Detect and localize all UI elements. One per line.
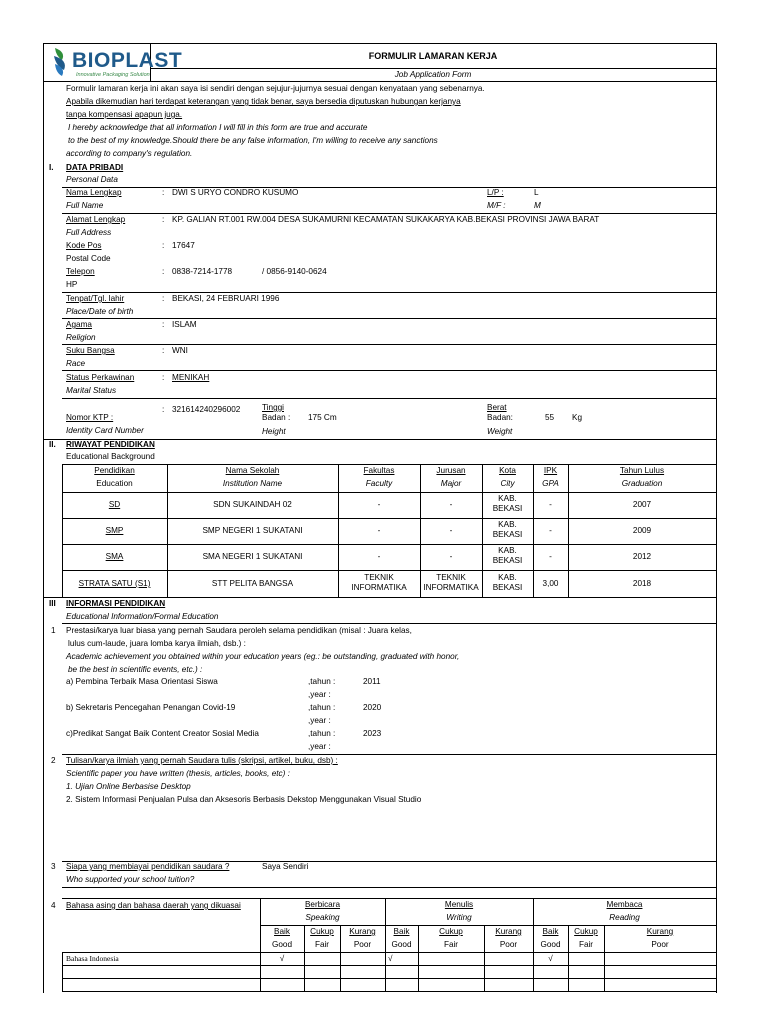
q3-answer: Saya Sendiri xyxy=(262,862,309,871)
reading-header: Membaca xyxy=(606,900,643,909)
col-header-faculty: Fakultas xyxy=(363,466,395,475)
question-number: 4 xyxy=(51,901,56,910)
achievement-year: 2011 xyxy=(363,677,381,686)
race-sublabel: Race xyxy=(66,359,86,368)
q4-line: Bahasa asing dan bahasa daerah yang dikuasai xyxy=(66,901,241,910)
good-header-en: Good xyxy=(391,940,412,949)
poor-header: Kurang xyxy=(349,927,376,936)
col-header-faculty-en: Faculty xyxy=(365,479,393,488)
achievement-year-label: ,tahun : xyxy=(308,677,336,686)
row-line xyxy=(62,292,716,293)
name-sublabel: Full Name xyxy=(66,201,104,210)
good-header: Baik xyxy=(393,927,410,936)
col-header-major-en: Major xyxy=(440,479,462,488)
marital-sublabel: Marital Status xyxy=(66,386,117,395)
birth-sublabel: Place/Date of birth xyxy=(66,307,134,316)
postal-sublabel: Postal Code xyxy=(66,254,111,263)
header-bottom xyxy=(43,81,717,82)
edu-faculty: TEKNIK xyxy=(364,573,394,582)
colon: : xyxy=(162,320,165,329)
intro-line: to the best of my knowledge.Should there be any false information, I'm willing to receive any sanctions xyxy=(68,136,438,145)
achievement-item: a) Pembina Terbaik Masa Orientasi Siswa xyxy=(66,677,218,686)
fair-header-en: Fair xyxy=(578,940,594,949)
col-header-school: Nama Sekolah xyxy=(225,466,280,475)
edu-faculty: - xyxy=(377,526,381,535)
edu-school: SMP NEGERI 1 SUKATANI xyxy=(202,526,303,535)
edu-faculty: - xyxy=(377,500,381,509)
fair-header-en: Fair xyxy=(443,940,459,949)
edu-gpa: - xyxy=(549,500,552,509)
lang-col xyxy=(62,952,63,991)
height-value: 175 Cm xyxy=(308,413,337,422)
marital-value: MENIKAH xyxy=(172,373,210,382)
lang-line xyxy=(62,991,716,992)
writing-good-check: √ xyxy=(388,954,393,963)
section-subtitle: Personal Data xyxy=(66,175,118,184)
edu-level: STRATA SATU (S1) xyxy=(78,579,151,588)
ktp-value: 321614240296002 xyxy=(172,405,241,414)
edu-level: SD xyxy=(108,500,121,509)
intro-line: I hereby acknowledge that all information I will fill in this form are true and accurate xyxy=(68,123,368,132)
outer-border-top xyxy=(43,43,717,44)
colon: : xyxy=(162,267,165,276)
fair-header: Cukup xyxy=(310,927,334,936)
religion-value: ISLAM xyxy=(172,320,197,329)
religion-label: Agama xyxy=(66,320,92,329)
achievement-year-label-en: ,year : xyxy=(308,716,331,725)
form-title: FORMULIR LAMARAN KERJA xyxy=(368,51,498,61)
paper-item: 1. Ujian Online Berbasise Desktop xyxy=(66,782,191,791)
birth-label: Tenpat/Tgl. lahir xyxy=(66,294,125,303)
q1-line: Prestasi/karya luar biasa yang pernah Saudara peroleh selama pendidikan (misal : Juara kelas, xyxy=(66,626,412,635)
row-line xyxy=(62,370,716,371)
edu-year: 2012 xyxy=(632,552,652,561)
edu-gpa: - xyxy=(549,526,552,535)
outer-border-left xyxy=(43,43,44,993)
ktp-sublabel: Identity Card Number xyxy=(66,426,144,435)
lang-line xyxy=(260,925,716,926)
poor-header: Kurang xyxy=(646,927,674,936)
achievement-year-label: ,tahun : xyxy=(308,729,336,738)
religion-sublabel: Religion xyxy=(66,333,96,342)
edu-major: INFORMATIKA xyxy=(423,583,479,592)
achievement-item: b) Sekretaris Pencegahan Penangan Covid-19 xyxy=(66,703,236,712)
edu-gpa: 3,00 xyxy=(542,579,559,588)
address-label: Alamat Lengkap xyxy=(66,215,126,224)
edu-major: TEKNIK xyxy=(436,573,466,582)
language-name: Bahasa Indonesia xyxy=(66,954,119,963)
weight-label-1: Berat xyxy=(487,403,507,412)
achievement-year: 2023 xyxy=(363,729,382,738)
edu-table-line xyxy=(62,492,716,493)
header-line xyxy=(150,68,716,69)
marital-label: Status Perkawinan xyxy=(66,373,135,382)
q3-line: Who supported your school tuition? xyxy=(66,875,195,884)
postal-label: Kode Pos xyxy=(66,241,102,250)
row-line xyxy=(62,318,716,319)
col-header-school-en: Institution Name xyxy=(222,479,283,488)
q3-line: Siapa yang membiayai pendidikan saudara ? xyxy=(66,862,230,871)
col-header-city: Kota xyxy=(499,466,516,475)
row-line xyxy=(62,623,716,624)
row-line xyxy=(62,398,716,399)
edu-major: - xyxy=(449,526,453,535)
edu-year: 2009 xyxy=(632,526,652,535)
edu-year: 2007 xyxy=(632,500,652,509)
section-title: INFORMASI PENDIDIKAN xyxy=(66,599,166,608)
good-header: Baik xyxy=(274,927,290,936)
edu-school: SDN SUKAINDAH 02 xyxy=(213,500,292,509)
colon: : xyxy=(162,241,165,250)
lang-line xyxy=(62,965,716,966)
edu-city: BEKASI xyxy=(492,530,523,539)
row-line xyxy=(62,187,716,188)
edu-level: SMP xyxy=(105,526,124,535)
question-number: 3 xyxy=(51,862,56,871)
colon: : xyxy=(162,215,165,224)
edu-faculty: INFORMATIKA xyxy=(351,583,407,592)
edu-gpa: - xyxy=(549,552,552,561)
row-line xyxy=(62,754,716,755)
row-line xyxy=(62,898,716,899)
height-label-1: Tinggi xyxy=(262,403,284,412)
weight-label-2: Badan: xyxy=(487,413,513,422)
phone-value: 0838-7214-1778 xyxy=(172,267,233,276)
q1-line: Academic achievement you obtained within your education years (eg.: be outstanding, graduated with honor, xyxy=(66,652,460,661)
writing-header-en: Writing xyxy=(446,913,472,922)
good-header-en: Good xyxy=(271,940,293,949)
edu-year: 2018 xyxy=(632,579,652,588)
edu-level: SMA xyxy=(105,552,124,561)
paper-item: 2. Sistem Informasi Penjualan Pulsa dan Aksesoris Berbasis Dekstop Menggunakan Visual Studio xyxy=(66,795,422,804)
colon: : xyxy=(162,188,165,197)
edu-faculty: - xyxy=(377,552,381,561)
speaking-header: Berbicara xyxy=(304,900,341,909)
achievement-item: c)Predikat Sangat Baik Content Creator Sosial Media xyxy=(66,729,259,738)
row-line xyxy=(62,344,716,345)
postal-value: 17647 xyxy=(172,241,195,250)
col-header-education-en: Education xyxy=(96,479,133,488)
good-header-en: Good xyxy=(540,940,561,949)
poor-header-en: Poor xyxy=(499,940,518,949)
section-subtitle: Educational Information/Formal Education xyxy=(66,612,219,621)
race-label: Suku Bangsa xyxy=(66,346,115,355)
achievement-year-label-en: ,year : xyxy=(308,742,331,751)
section-number: I. xyxy=(49,163,54,172)
weight-unit: Kg xyxy=(572,413,583,422)
name-label: Nama Lengkap xyxy=(66,188,122,197)
col-header-graduation: Tahun Lulus xyxy=(619,466,665,475)
section-title: DATA PRIBADI xyxy=(66,163,124,172)
row-line xyxy=(62,213,716,214)
edu-city: BEKASI xyxy=(492,583,523,592)
speaking-header-en: Speaking xyxy=(305,913,340,922)
col-header-gpa: IPK xyxy=(543,466,558,475)
section-subtitle: Educational Background xyxy=(66,452,155,461)
intro-line: according to company's regulation. xyxy=(66,149,193,158)
gender-label: L/P : xyxy=(487,188,504,197)
address-sublabel: Full Address xyxy=(66,228,112,237)
phone-label: Telepon xyxy=(66,267,95,276)
weight-sublabel: Weight xyxy=(487,427,513,436)
address-value: KP. GALIAN RT.001 RW.004 DESA SUKAMURNI KECAMATAN SUKAKARYA KAB.BEKASI PROVINSI JAWA BARAT xyxy=(172,215,600,224)
edu-city: KAB. xyxy=(498,546,517,555)
good-header: Baik xyxy=(542,927,559,936)
gender-sublabel: M/F : xyxy=(487,201,506,210)
race-value: WNI xyxy=(172,346,188,355)
edu-city: KAB. xyxy=(498,494,517,503)
question-number: 1 xyxy=(51,626,56,635)
col-header-gpa-en: GPA xyxy=(542,479,559,488)
logo-name: BIOPLAST xyxy=(72,49,183,72)
colon: : xyxy=(162,294,165,303)
intro-line: Formulir lamaran kerja ini akan saya isi sendiri dengan sejujur-jujurnya sesuai dengan kenyataan yang sebenarnya. xyxy=(66,84,485,93)
lang-line xyxy=(62,952,716,953)
section-number: III xyxy=(49,599,56,608)
q1-line: lulus cum-laude, juara lomba karya ilmiah, dsb.) : xyxy=(68,639,246,648)
edu-table-line xyxy=(62,570,716,571)
edu-school: STT PELITA BANGSA xyxy=(211,579,294,588)
speaking-good-check: √ xyxy=(279,954,285,963)
col-header-education: Pendidikan xyxy=(94,466,135,475)
q1-line: be the best in scientific events, etc.) : xyxy=(68,665,203,674)
lang-line xyxy=(62,978,716,979)
writing-header: Menulis xyxy=(444,900,474,909)
colon: : xyxy=(162,346,165,355)
edu-city: BEKASI xyxy=(492,556,523,565)
edu-city: KAB. xyxy=(498,520,517,529)
ktp-label: Nomor KTP : xyxy=(66,413,114,422)
achievement-year: 2020 xyxy=(363,703,382,712)
edu-major: - xyxy=(449,500,453,509)
colon: : xyxy=(162,373,165,382)
gender-value-en: M xyxy=(534,201,541,210)
reading-header-en: Reading xyxy=(609,913,640,922)
edu-major: - xyxy=(449,552,453,561)
edu-table-bottom xyxy=(43,597,717,598)
outer-border-right xyxy=(716,43,717,993)
colon: : xyxy=(162,405,165,414)
intro-line: tanpa kompensasi apapun juga. xyxy=(66,110,183,119)
col-header-graduation-en: Graduation xyxy=(621,479,663,488)
edu-table-line xyxy=(62,518,716,519)
bioplast-logo-icon xyxy=(52,46,70,78)
achievement-year-label-en: ,year : xyxy=(308,690,331,699)
section-number: II. xyxy=(49,440,56,449)
achievement-year-label: ,tahun : xyxy=(308,703,336,712)
form-subtitle: Job Application Form xyxy=(394,70,472,79)
birth-value: BEKASI, 24 FEBRUARI 1996 xyxy=(172,294,280,303)
gender-value: L xyxy=(534,188,539,197)
weight-value: 55 xyxy=(545,413,555,422)
edu-table-top xyxy=(62,464,716,465)
height-sublabel: Height xyxy=(262,427,286,436)
fair-header-en: Fair xyxy=(314,940,330,949)
row-line xyxy=(62,887,716,888)
question-number: 2 xyxy=(51,756,56,765)
name-value: DWI S URYO CONDRO KUSUMO xyxy=(172,188,299,197)
section-title: RIWAYAT PENDIDIKAN xyxy=(66,440,155,449)
edu-city: BEKASI xyxy=(492,504,523,513)
poor-header-en: Poor xyxy=(651,940,669,949)
poor-header: Kurang xyxy=(495,927,522,936)
intro-line: Apabila dikemudian hari terdapat keterangan yang tidak benar, saya bersedia diputuskan hubungan kerjanya xyxy=(66,97,461,106)
fair-header: Cukup xyxy=(439,927,463,936)
reading-good-check: √ xyxy=(548,954,553,963)
col-header-city-en: City xyxy=(500,479,515,488)
edu-table-line xyxy=(62,544,716,545)
height-label-2: Badan : xyxy=(262,413,291,422)
phone-value-2: / 0856-9140-0624 xyxy=(262,267,327,276)
col-header-major: Jurusan xyxy=(436,466,466,475)
fair-header: Cukup xyxy=(574,927,598,936)
edu-city: KAB. xyxy=(498,573,517,582)
q2-line: Tulisan/karya ilmiah yang pernah Saudara tulis (skripsi, artikel, buku, dsb) : xyxy=(66,756,338,765)
edu-school: SMA NEGERI 1 SUKATANI xyxy=(202,552,303,561)
logo-tagline: Innovative Packaging Solution xyxy=(76,72,150,78)
phone-sublabel: HP xyxy=(66,280,78,289)
poor-header-en: Poor xyxy=(353,940,372,949)
q2-line: Scientific paper you have written (thesis, articles, books, etc) : xyxy=(66,769,290,778)
